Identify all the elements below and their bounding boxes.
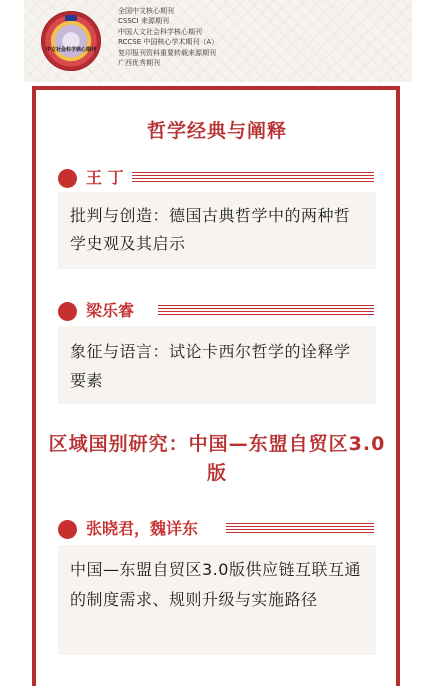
author-row (58, 300, 374, 322)
author-name: 王 丁 (86, 168, 124, 187)
author-name: 梁乐睿 (86, 301, 135, 320)
article-card[interactable] (58, 326, 376, 404)
author-row (58, 518, 374, 540)
decorative-lines (226, 523, 374, 535)
article-title: 象征与语言：试论卡西尔哲学的诠释学要素 (70, 342, 351, 390)
article-title: 中国—东盟自贸区3.0版供应链互联互通的制度需求、规则升级与实施路径 (70, 560, 361, 609)
indexing-line: RCCSE 中国核心学术期刊（A） (118, 38, 219, 47)
article-title: 批判与创造：德国古典哲学中的两种哲学史观及其启示 (70, 206, 351, 253)
decorative-lines (132, 172, 374, 184)
article-card[interactable] (58, 545, 376, 655)
indexing-list (118, 6, 218, 68)
indexing-line: 全国中文核心期刊 (118, 7, 174, 15)
journal-logo (41, 11, 101, 71)
logo-mark (65, 15, 77, 21)
author-row (58, 167, 374, 189)
author-name: 张晓君，魏详东 (86, 519, 199, 538)
indexing-line: 复印报刊资料重要转载来源期刊 (118, 48, 216, 57)
journal-header (24, 0, 412, 82)
decorative-lines (158, 305, 374, 317)
indexing-line: 中国人文社会科学核心期刊 (118, 27, 202, 36)
logo-caption: 中文社会科学核心期刊 (45, 47, 96, 53)
indexing-line: 广西优秀期刊 (118, 59, 160, 68)
bullet-icon (58, 302, 77, 321)
bullet-icon (58, 169, 77, 188)
bullet-icon (58, 520, 77, 539)
article-card[interactable] (58, 192, 376, 269)
section-title: 区域国别研究：中国—东盟自贸区3.0版 (48, 433, 386, 484)
indexing-line: CSSCI 来源期刊 (118, 17, 169, 26)
section-title: 哲学经典与阐释 (146, 120, 287, 142)
